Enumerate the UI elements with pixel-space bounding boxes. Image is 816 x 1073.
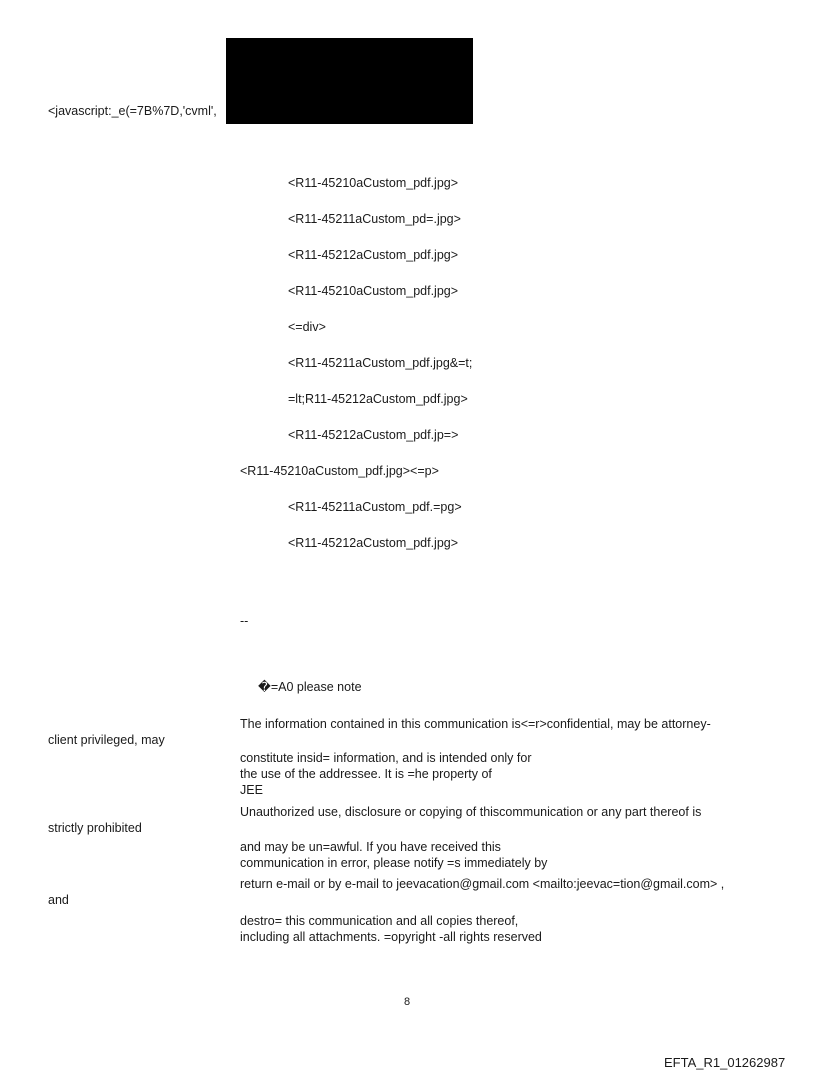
disclaimer-line-5: Unauthorized use, disclosure or copying of thiscommunication or any part thereof is — [240, 805, 702, 819]
div-tag-text: <=div> — [288, 320, 326, 334]
image-ref-9: <R11-45211aCustom_pdf.=pg> — [288, 500, 462, 514]
disclaimer-line-7: communication in error, please notify =s immediately by — [240, 856, 548, 870]
image-ref-6: =lt;R11-45212aCustom_pdf.jpg> — [288, 392, 468, 406]
image-ref-5: <R11-45211aCustom_pdf.jpg&=t; — [288, 356, 473, 370]
disclaimer-line-4: JEE — [240, 783, 263, 797]
disclaimer-line-3: the use of the addressee. It is =he property of — [240, 767, 492, 781]
image-ref-2: <R11-45211aCustom_pd=.jpg> — [288, 212, 461, 226]
image-ref-3: <R11-45212aCustom_pdf.jpg> — [288, 248, 459, 262]
disclaimer-line-2: constitute insid= information, and is intended only for — [240, 751, 532, 765]
disclaimer-line-10: including all attachments. =opyright -all rights reserved — [240, 930, 542, 944]
image-ref-8: <R11-45210aCustom_pdf.jpg><=p> — [240, 464, 439, 478]
note-heading: �=A0 please note — [258, 680, 362, 694]
disclaimer-line-8: return e-mail or by e-mail to jeevacation@gmail.com <mailto:jeevac=tion@gmail.com> , — [240, 877, 725, 891]
disclaimer-line-1-wrap: client privileged, may — [48, 733, 165, 747]
image-ref-1: <R11-45210aCustom_pdf.jpg> — [288, 176, 459, 190]
javascript-link-text: <javascript:_e(=7B%7D,'cvml', — [48, 104, 217, 118]
disclaimer-line-5-wrap: strictly prohibited — [48, 821, 142, 835]
page-number: 8 — [404, 996, 411, 1008]
disclaimer-line-8-wrap: and — [48, 893, 69, 907]
image-ref-10: <R11-45212aCustom_pdf.jpg> — [288, 536, 459, 550]
image-ref-7: <R11-45212aCustom_pdf.jp=> — [288, 428, 459, 442]
document-id: EFTA_R1_01262987 — [664, 1055, 786, 1070]
signature-separator: -- — [240, 614, 249, 628]
image-ref-4: <R11-45210aCustom_pdf.jpg> — [288, 284, 459, 298]
disclaimer-line-1: The information contained in this communication is<=r>confidential, may be attorney- — [240, 717, 711, 731]
disclaimer-line-9: destro= this communication and all copies thereof, — [240, 914, 519, 928]
disclaimer-line-6: and may be un=awful. If you have received this — [240, 840, 501, 854]
redaction-block — [226, 38, 473, 124]
